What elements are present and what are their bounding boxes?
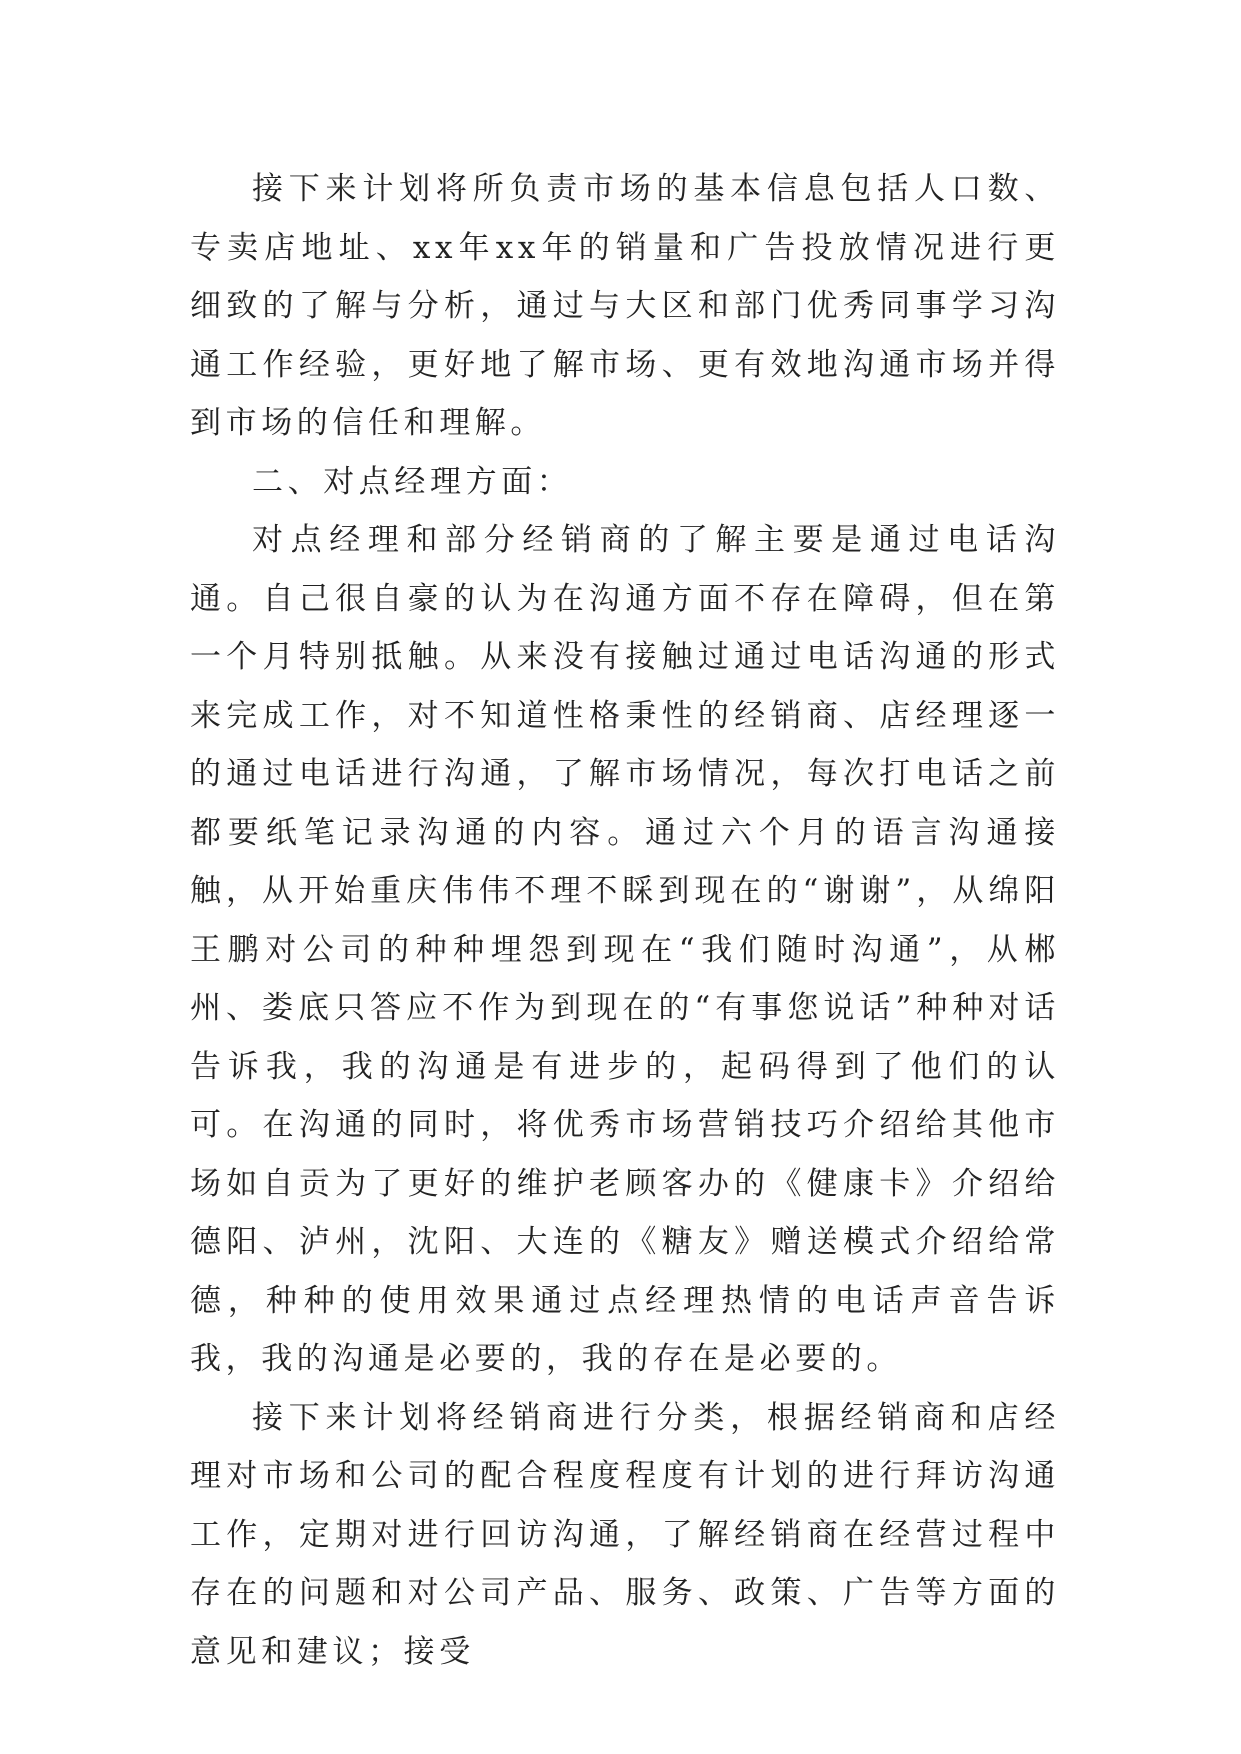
paragraph-dealer-plan: 接下来计划将经销商进行分类，根据经销商和店经理对市场和公司的配合程度程度有计划的进行拜访沟通工作，定期对进行回访沟通，了解经销商在经营过程中存在的问题和对公司产品、服务、政策、广告等方面的意见和建议；接受 <box>190 1399 1060 1670</box>
section-heading-point-manager: 二、对点经理方面： <box>252 463 573 500</box>
document-body <box>190 160 1060 1681</box>
paragraph-market-plan: 接下来计划将所负责市场的基本信息包括人口数、专卖店地址、xx年xx年的销量和广告投放情况进行更细致的了解与分析，通过与大区和部门优秀同事学习沟通工作经验，更好地了解市场、更有效地沟通市场并得到市场的信任和理解。 <box>190 171 1060 441</box>
paragraph-point-manager-communication: 对点经理和部分经销商的了解主要是通过电话沟通。自己很自豪的认为在沟通方面不存在障碍，但在第一个月特别抵触。从来没有接触过通过电话沟通的形式来完成工作，对不知道性格秉性的经销商、店经理逐一的通过电话进行沟通，了解市场情况，每次打电话之前都要纸笔记录沟通的内容。通过六个月的语言沟通接触，从开始重庆伟伟不理不睬到现在的“谢谢”，从绵阳王鹏对公司的种种埋怨到现在“我们随时沟通”，从郴州、娄底只答应不作为到现在的“有事您说话”种种对话告诉我，我的沟通是有进步的，起码得到了他们的认可。在沟通的同时，将优秀市场营销技巧介绍给其他市场如自贡为了更好的维护老顾客办的《健康卡》介绍给德阳、泸州，沈阳、大连的《糖友》赠送模式介绍给常德，种种的使用效果通过点经理热情的电话声音告诉我，我的沟通是必要的，我的存在是必要的。 <box>190 522 1060 1377</box>
